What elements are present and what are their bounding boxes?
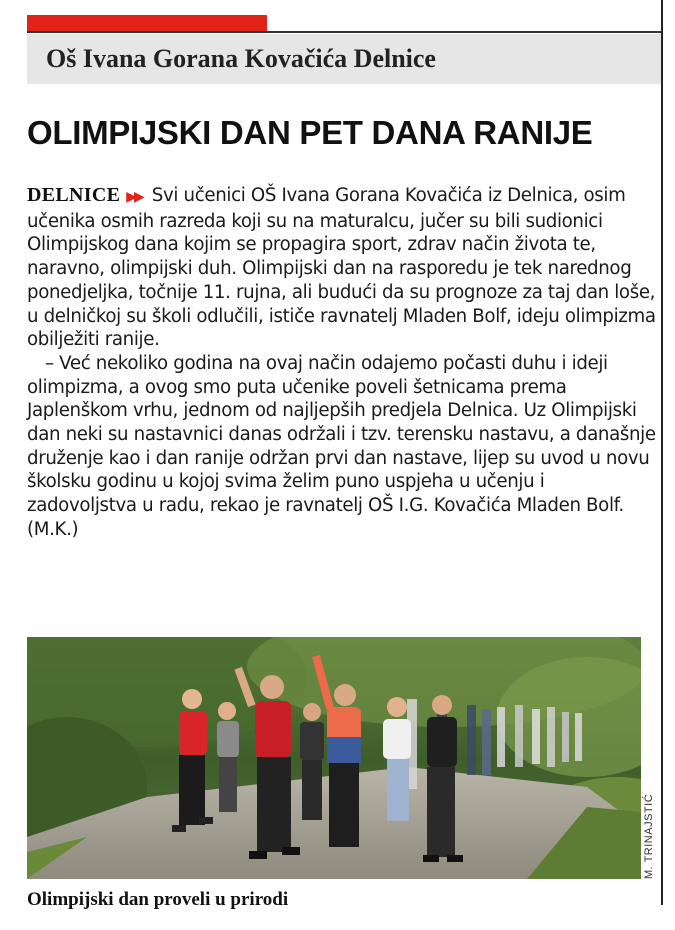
- section-title: Oš Ivana Gorana Kovačića Delnice: [46, 44, 436, 73]
- article-body: [27, 184, 659, 542]
- article-dateline: DELNICE: [27, 184, 121, 206]
- article-paragraph-2: – Već nekoliko godina na ovaj način odajemo počasti duhu i ideji olimpizma, a ovog smo puta učenike poveli šetnicama prema Japlenškom vrhu, jednom od najljepših predjela Delnica. Uz Olimpijski dan neki su nastavnici danas održali i tzv. terensku nastavu, a današnje druženje kao i dan ranije održan prvi dan nastave, lijep su uvod u novu školsku godinu u kojoj svima želim puno uspjeha u učenju i zadovoljstva u radu, rekao je ravnatelj OŠ I.G. Kovačića Mladen Bolf. (M.K.): [27, 352, 656, 540]
- article-photo: [27, 637, 641, 879]
- article-paragraph-1: [27, 184, 659, 352]
- top-rule: [27, 31, 663, 33]
- article-headline: OLIMPIJSKI DAN PET DANA RANIJE: [27, 114, 593, 151]
- section-accent-bar: [27, 15, 267, 32]
- column-rule: [661, 0, 663, 905]
- paragraph-1-text: Svi učenici OŠ Ivana Gorana Kovačića iz Delnica, osim učenika osmih razreda koji su na maturalcu, jučer su bili sudionici Olimpijskog dana kojim se propagira sport, zdrav način života te, naravno, olimpijski duh. Olimpijski dan na rasporedu je tek narednog ponedjeljka, točnije 11. rujna, ali budući da su prognoze za taj dan loše, u delničkoj su školi odlučili, ističe ravnatelj Mladen Bolf, ideju olimpizma obilježiti ranije.: [27, 185, 656, 351]
- double-chevron-icon: ▶▶: [126, 189, 142, 205]
- photo-credit-text: M. TRINAJSTIĆ: [643, 793, 655, 879]
- photo-caption: Olimpijski dan proveli u prirodi: [27, 889, 289, 910]
